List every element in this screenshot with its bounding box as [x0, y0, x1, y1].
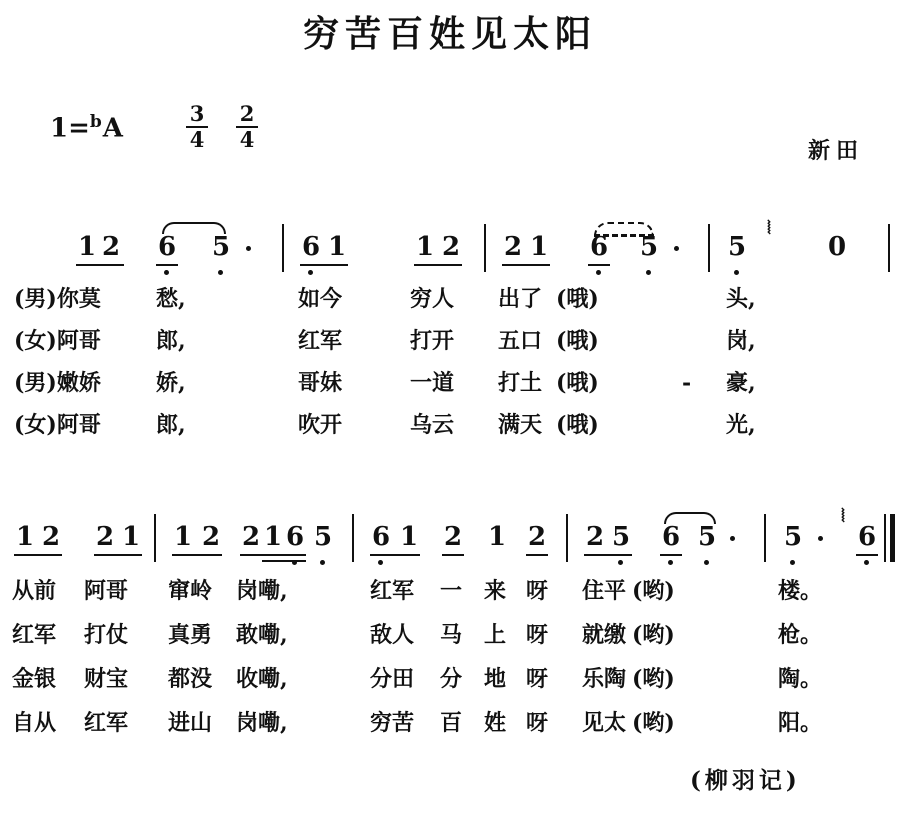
eighth-beam	[588, 264, 610, 266]
lyric-segment: 见太	[582, 710, 627, 736]
low-octave-dot	[308, 270, 313, 275]
lyric-segment: 头,	[726, 286, 756, 312]
lyric-segment: 金银	[12, 666, 57, 692]
lyric-segment: 百	[440, 710, 463, 736]
lyric-segment: 打仗	[84, 622, 129, 648]
lyric-segment: 敢嘞,	[236, 622, 288, 648]
note: 2	[585, 522, 605, 552]
lyric-segment: (女)阿哥	[14, 328, 101, 354]
time-sig-bottom: 4	[239, 127, 255, 152]
lyric-segment: 出了	[498, 286, 543, 312]
note: 6	[157, 232, 177, 262]
lyric-segment: 岗,	[726, 328, 756, 354]
lyric-segment: 呀	[526, 622, 549, 648]
lyric-segment: (男)你莫	[14, 286, 101, 312]
note: 5	[611, 522, 631, 552]
lyric-segment: 马	[440, 622, 463, 648]
lyric-segment: 红军	[370, 578, 415, 604]
bar-line	[888, 224, 890, 272]
note: 2	[101, 232, 121, 262]
slur-dashed	[594, 222, 654, 237]
note: 1	[399, 522, 419, 552]
note: 6	[857, 522, 877, 552]
lyric-segment: 财宝	[84, 666, 129, 692]
sixteenth-beam	[262, 560, 306, 562]
lyric-segment: 郎,	[156, 412, 186, 438]
lyric-segment: 打土	[498, 370, 543, 396]
note: 2	[443, 522, 463, 552]
lyric-segment: 真勇	[168, 622, 213, 648]
note: 5	[639, 232, 659, 262]
lyric-segment: 如今	[298, 286, 343, 312]
lyric-segment: 从前	[12, 578, 57, 604]
lyric-segment: (男)嫩娇	[14, 370, 101, 396]
eighth-beam	[94, 554, 142, 556]
lyric-segment: 一	[440, 578, 463, 604]
low-octave-dot	[218, 270, 223, 275]
note: 1	[173, 522, 193, 552]
note: 1	[77, 232, 97, 262]
lyric-segment: (哟)	[632, 666, 675, 692]
eighth-beam	[156, 264, 178, 266]
note: 1	[487, 522, 507, 552]
low-octave-dot	[734, 270, 739, 275]
note: 5	[697, 522, 717, 552]
lyric-segment: 岗嘞,	[236, 710, 288, 736]
lyric-segment: 娇,	[156, 370, 186, 396]
lyric-segment: 都没	[168, 666, 213, 692]
lyric-segment: 呀	[526, 578, 549, 604]
lyric-segment: (哟)	[632, 710, 675, 736]
bar-line	[154, 514, 156, 562]
lyric-segment: 豪,	[726, 370, 756, 396]
lyric-segment: 吹开	[298, 412, 343, 438]
lyric-segment: (哦)	[556, 286, 599, 312]
key-signature	[50, 112, 123, 144]
lyric-segment: 愁,	[156, 286, 186, 312]
eighth-beam	[442, 554, 464, 556]
final-bar-thick	[890, 514, 895, 562]
final-bar-thin	[884, 514, 886, 562]
note: 2	[201, 522, 221, 552]
eighth-beam	[370, 554, 420, 556]
lyric-segment: 分	[440, 666, 463, 692]
low-octave-dot	[646, 270, 651, 275]
eighth-beam	[300, 264, 348, 266]
eighth-beam	[172, 554, 222, 556]
eighth-beam	[414, 264, 462, 266]
eighth-beam	[502, 264, 550, 266]
key-letter: A	[102, 113, 123, 144]
note: 6	[589, 232, 609, 262]
lyric-segment: (哟)	[632, 622, 675, 648]
note: 6	[301, 232, 321, 262]
lyric-segment: 穷人	[410, 286, 455, 312]
note: 5	[727, 232, 747, 262]
lyric-segment: 呀	[526, 710, 549, 736]
time-signature-3-4	[184, 102, 210, 152]
key-prefix: 1=	[50, 113, 90, 144]
lyric-segment: 满天	[498, 412, 543, 438]
dash-mark: -	[682, 370, 692, 396]
lyric-segment: 陶。	[778, 666, 823, 692]
eighth-beam	[526, 554, 548, 556]
low-octave-dot	[790, 560, 795, 565]
bar-line	[352, 514, 354, 562]
note: 2	[95, 522, 115, 552]
note: 6	[371, 522, 391, 552]
lyric-segment: (哟)	[632, 578, 675, 604]
bar-line	[708, 224, 710, 272]
eighth-beam	[76, 264, 124, 266]
lyric-segment: 郎,	[156, 328, 186, 354]
note: 2	[241, 522, 261, 552]
lyric-segment: (哦)	[556, 328, 599, 354]
low-octave-dot	[320, 560, 325, 565]
low-octave-dot	[704, 560, 709, 565]
bar-line	[484, 224, 486, 272]
note: 5	[211, 232, 231, 262]
note: 1	[263, 522, 283, 552]
note: 2	[527, 522, 547, 552]
augmentation-dot	[246, 246, 251, 251]
slur	[162, 222, 226, 234]
lyric-segment: 收嘞,	[236, 666, 288, 692]
low-octave-dot	[864, 560, 869, 565]
augmentation-dot	[674, 246, 679, 251]
lyric-segment: 打开	[410, 328, 455, 354]
lyric-segment: 阳。	[778, 710, 823, 736]
lyric-segment: 呀	[526, 666, 549, 692]
note: 1	[121, 522, 141, 552]
bar-line	[566, 514, 568, 562]
song-origin: 新田	[808, 138, 865, 164]
eighth-beam	[584, 554, 632, 556]
eighth-beam	[660, 554, 682, 556]
lyric-segment: 哥妹	[298, 370, 343, 396]
lyric-segment: 岗嘞,	[236, 578, 288, 604]
lyric-segment: 阿哥	[84, 578, 129, 604]
breath-mark: ⦚	[767, 218, 771, 239]
lyric-segment: 穷苦	[370, 710, 415, 736]
note: 2	[503, 232, 523, 262]
lyric-segment: 自从	[12, 710, 57, 736]
time-sig-top: 3	[189, 101, 205, 126]
lyric-segment: 一道	[410, 370, 455, 396]
note: 5	[313, 522, 333, 552]
lyric-segment: 光,	[726, 412, 756, 438]
note: 2	[441, 232, 461, 262]
lyric-segment: 红军	[12, 622, 57, 648]
low-octave-dot	[378, 560, 383, 565]
lyric-segment: 地	[484, 666, 507, 692]
note: 1	[327, 232, 347, 262]
eighth-beam	[14, 554, 62, 556]
lyric-segment: 窜岭	[168, 578, 213, 604]
lyric-segment: 红军	[84, 710, 129, 736]
note: 6	[285, 522, 305, 552]
low-octave-dot	[292, 560, 297, 565]
note: 1	[415, 232, 435, 262]
time-sig-bottom: 4	[189, 127, 205, 152]
lyric-segment: 敌人	[370, 622, 415, 648]
song-title: 穷苦百姓见太阳	[302, 13, 597, 55]
lyric-segment: (哦)	[556, 370, 599, 396]
eighth-beam	[240, 554, 306, 556]
note: 5	[783, 522, 803, 552]
lyric-segment: (哦)	[556, 412, 599, 438]
lyric-segment: 就缴	[582, 622, 627, 648]
note: 1	[529, 232, 549, 262]
lyric-segment: 楼。	[778, 578, 823, 604]
lyric-segment: 红军	[298, 328, 343, 354]
lyric-segment: 姓	[484, 710, 507, 736]
breath-mark: ⦚	[841, 506, 845, 527]
low-octave-dot	[668, 560, 673, 565]
lyric-segment: 乌云	[410, 412, 455, 438]
bar-line	[282, 224, 284, 272]
bar-line	[764, 514, 766, 562]
flat-sign: b	[89, 112, 102, 132]
low-octave-dot	[618, 560, 623, 565]
lyric-segment: 住平	[582, 578, 627, 604]
eighth-beam	[856, 554, 878, 556]
lyric-segment: 五口	[498, 328, 543, 354]
note: 2	[41, 522, 61, 552]
note: 6	[661, 522, 681, 552]
low-octave-dot	[164, 270, 169, 275]
low-octave-dot	[596, 270, 601, 275]
lyric-segment: 枪。	[778, 622, 823, 648]
lyric-segment: 分田	[370, 666, 415, 692]
lyric-segment: 乐陶	[582, 666, 627, 692]
lyric-segment: 来	[484, 578, 507, 604]
transcriber-credit: (柳羽记)	[690, 767, 801, 794]
lyric-segment: 进山	[168, 710, 213, 736]
note: 0	[827, 232, 847, 262]
augmentation-dot	[818, 536, 823, 541]
note: 1	[15, 522, 35, 552]
lyric-segment: 上	[484, 622, 507, 648]
slur	[664, 512, 716, 524]
time-sig-top: 2	[239, 101, 255, 126]
time-signature-2-4	[234, 102, 260, 152]
lyric-segment: (女)阿哥	[14, 412, 101, 438]
augmentation-dot	[730, 536, 735, 541]
